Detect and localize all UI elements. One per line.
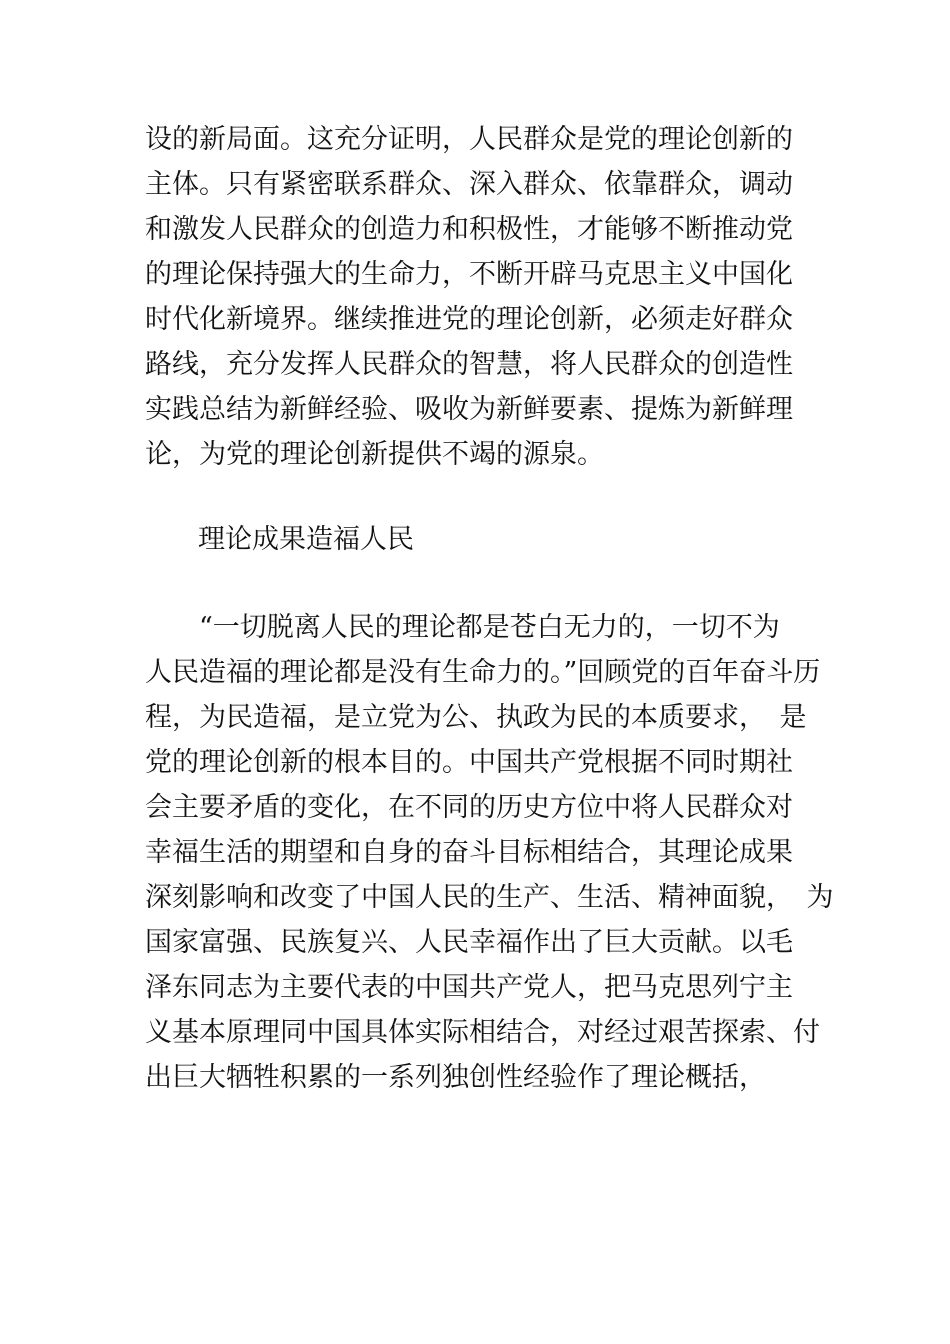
paragraph-line: 会主要矛盾的变化，在不同的历史方位中将人民群众对 xyxy=(145,792,793,823)
paragraph-line: 论，为党的理论创新提供不竭的源泉。 xyxy=(145,439,604,470)
paragraph-line: 国家富强、民族复兴、人民幸福作出了巨大贡献。以毛 xyxy=(145,927,793,958)
paragraph-line: 路线，充分发挥人民群众的智慧，将人民群众的创造性 xyxy=(145,349,793,380)
paragraph-line: 泽东同志为主要代表的中国共产党人，把马克思列宁主 xyxy=(145,972,793,1003)
paragraph-2 xyxy=(145,605,834,1100)
paragraph-line: 深刻影响和改变了中国人民的生产、生活、精神面貌， 为 xyxy=(145,882,834,913)
paragraph-1 xyxy=(145,117,825,477)
paragraph-line: 设的新局面。这充分证明，人民群众是党的理论创新的 xyxy=(145,124,793,155)
paragraph-line: 主体。只有紧密联系群众、深入群众、依靠群众，调动 xyxy=(145,169,793,200)
paragraph-line: 时代化新境界。继续推进党的理论创新，必须走好群众 xyxy=(145,304,793,335)
paragraph-line: 人民造福的理论都是没有生命力的。”回顾党的百年奋斗历 xyxy=(145,657,821,688)
paragraph-line: 义基本原理同中国具体实际相结合，对经过艰苦探索、付 xyxy=(145,1017,820,1048)
paragraph-line: 和激发人民群众的创造力和积极性，才能够不断推动党 xyxy=(145,214,793,245)
paragraph-line: 实践总结为新鲜经验、吸收为新鲜要素、提炼为新鲜理 xyxy=(145,394,793,425)
paragraph-line: 出巨大牺牲积累的一系列独创性经验作了理论概括， xyxy=(145,1062,766,1093)
paragraph-line: 党的理论创新的根本目的。中国共产党根据不同时期社 xyxy=(145,747,793,778)
section-heading: 理论成果造福人民 xyxy=(198,524,414,555)
paragraph-line: “一切脱离人民的理论都是苍白无力的，一切不为 xyxy=(145,612,780,643)
paragraph-line: 的理论保持强大的生命力，不断开辟马克思主义中国化 xyxy=(145,259,793,290)
paragraph-line: 程，为民造福，是立党为公、执政为民的本质要求， 是 xyxy=(145,702,807,733)
paragraph-line: 幸福生活的期望和自身的奋斗目标相结合，其理论成果 xyxy=(145,837,793,868)
